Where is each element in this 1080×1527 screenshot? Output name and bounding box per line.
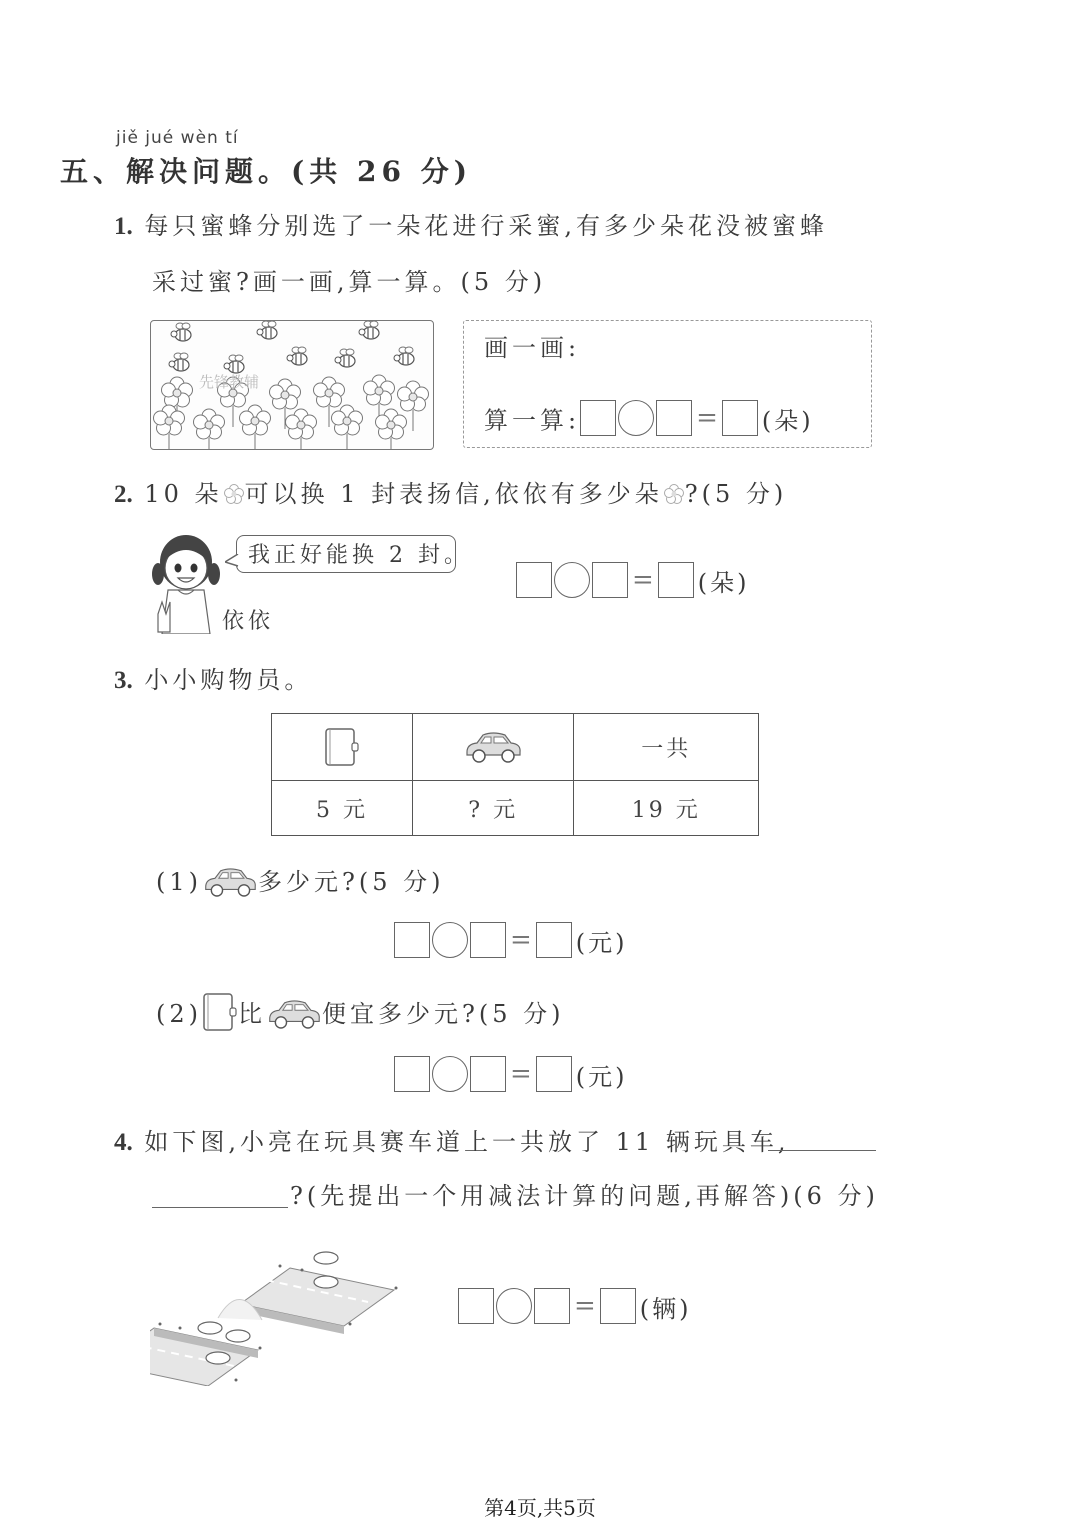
- question-1-line-2: 采过蜜?画一画,算一算。(5 分): [152, 268, 547, 296]
- table-header-row: [272, 714, 759, 781]
- operator-circle[interactable]: [496, 1288, 532, 1324]
- answer-box[interactable]: [656, 400, 692, 436]
- question-3-sub-1-equation: [394, 922, 628, 958]
- section-pinyin: jiě jué wèn tí: [116, 128, 239, 148]
- question-3-sub-1: [156, 862, 445, 898]
- girl-illustration: [150, 530, 222, 638]
- equals-sign: =: [574, 1291, 596, 1321]
- calc-label: 算一算:: [484, 406, 581, 435]
- operator-circle[interactable]: [554, 562, 590, 598]
- unit-label: (元): [575, 1062, 628, 1091]
- question-4-equation: [458, 1288, 692, 1324]
- sub-2-prefix: (2): [156, 1000, 202, 1028]
- unit-label: (辆): [639, 1294, 692, 1323]
- table-cell: 19 元: [574, 781, 759, 836]
- table-cell: ? 元: [412, 781, 573, 836]
- answer-blank[interactable]: [768, 1150, 876, 1151]
- result-box[interactable]: [658, 562, 694, 598]
- question-1-equation: [484, 400, 814, 436]
- answer-box[interactable]: [470, 922, 506, 958]
- equals-sign: =: [510, 925, 532, 955]
- question-3-text: 小小购物员。: [144, 666, 313, 694]
- question-3-sub-2: [156, 992, 565, 1032]
- question-2: [114, 474, 787, 509]
- question-4-line-2: ?(先提出一个用减法计算的问题,再解答)(6 分): [290, 1182, 879, 1210]
- question-2-text-c: ?(5 分): [684, 480, 788, 508]
- race-track-illustration: [150, 1240, 406, 1390]
- question-4-line-1: 如下图,小亮在玩具赛车道上一共放了 11 辆玩具车,: [144, 1128, 790, 1156]
- toy-car-icon: [463, 730, 523, 764]
- result-box[interactable]: [600, 1288, 636, 1324]
- unit-label: (朵): [761, 406, 814, 435]
- answer-box[interactable]: [470, 1056, 506, 1092]
- sub-1-prefix: (1): [156, 868, 202, 896]
- notebook-icon: [324, 727, 360, 767]
- answer-blank[interactable]: [152, 1207, 288, 1208]
- toy-car-icon: [266, 998, 322, 1030]
- answer-box[interactable]: [534, 1288, 570, 1324]
- question-3-number: 3.: [114, 667, 133, 694]
- notebook-icon: [202, 992, 238, 1032]
- result-box[interactable]: [536, 1056, 572, 1092]
- result-box[interactable]: [722, 400, 758, 436]
- speech-text: 我正好能换 2 封。: [248, 543, 470, 568]
- draw-label: 画一画:: [484, 334, 581, 362]
- question-2-number: 2.: [114, 481, 133, 508]
- table-header-total: 一共: [574, 714, 759, 781]
- table-row: [272, 781, 759, 836]
- sub-1-text: 多少元?(5 分): [258, 868, 445, 896]
- operator-circle[interactable]: [432, 922, 468, 958]
- question-3-sub-2-equation: [394, 1056, 628, 1092]
- question-2-text-a: 10 朵: [144, 480, 223, 508]
- sub-2-mid: 比: [238, 1000, 266, 1028]
- unit-label: (朵): [697, 568, 750, 597]
- answer-box[interactable]: [516, 562, 552, 598]
- table-cell-notebook: [272, 714, 413, 781]
- table-cell-car: [412, 714, 573, 781]
- question-4: [114, 1122, 789, 1157]
- operator-circle[interactable]: [618, 400, 654, 436]
- question-2-text-b: 可以换 1 封表扬信,依依有多少朵: [244, 480, 663, 508]
- watermark: 先锋教辅: [199, 373, 260, 391]
- flower-icon: [663, 483, 685, 505]
- unit-label: (元): [575, 928, 628, 957]
- equals-sign: =: [632, 565, 654, 595]
- toy-car-icon: [202, 866, 258, 898]
- girl-name-label: 依依: [222, 609, 275, 634]
- flower-icon: [223, 483, 245, 505]
- question-1-number: 1.: [114, 213, 133, 240]
- section-title: 五、解决问题。(共 26 分): [60, 155, 472, 188]
- flower-icon: [154, 375, 429, 449]
- price-table: [271, 713, 759, 836]
- bees-and-flowers-image: [150, 320, 434, 450]
- answer-box[interactable]: [458, 1288, 494, 1324]
- question-2-equation: [516, 562, 750, 598]
- answer-box[interactable]: [394, 1056, 430, 1092]
- page-footer: 第4页,共5页: [484, 1496, 596, 1520]
- equals-sign: =: [696, 403, 718, 433]
- operator-circle[interactable]: [432, 1056, 468, 1092]
- answer-box[interactable]: [394, 922, 430, 958]
- answer-box[interactable]: [592, 562, 628, 598]
- speech-tail: [225, 554, 239, 568]
- answer-box[interactable]: [580, 400, 616, 436]
- question-4-number: 4.: [114, 1129, 133, 1156]
- table-cell: 5 元: [272, 781, 413, 836]
- bee-icon: [169, 321, 414, 373]
- sub-2-text: 便宜多少元?(5 分): [322, 1000, 565, 1028]
- question-1: [114, 206, 828, 241]
- equals-sign: =: [510, 1059, 532, 1089]
- result-box[interactable]: [536, 922, 572, 958]
- question-3: [114, 660, 312, 695]
- question-1-line-1: 每只蜜蜂分别选了一朵花进行采蜜,有多少朵花没被蜜蜂: [144, 212, 829, 240]
